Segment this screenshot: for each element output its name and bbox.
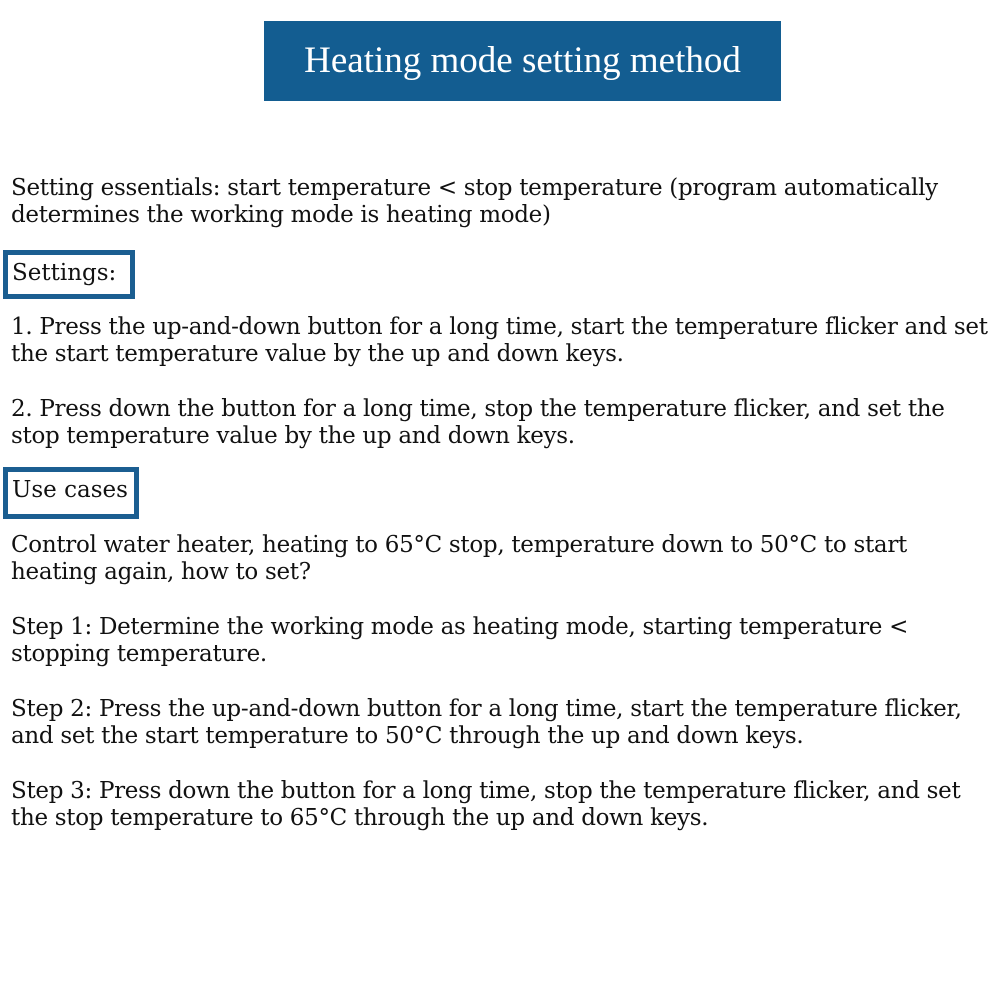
use-cases-heading: Use cases bbox=[3, 467, 139, 519]
page-title: Heating mode setting method bbox=[264, 21, 781, 101]
settings-step-1: 1. Press the up-and-down button for a long time, start the temperature flicker and set the start temperature value by the up and down keys. bbox=[11, 314, 988, 367]
settings-heading: Settings: bbox=[3, 250, 135, 299]
use-case-question: Control water heater, heating to 65°C stop, temperature down to 50°C to start heating again, how to set? bbox=[11, 532, 907, 585]
use-case-step-3: Step 3: Press down the button for a long time, stop the temperature flicker, and set the stop temperature to 65°C through the up and down keys. bbox=[11, 778, 961, 831]
use-case-step-2: Step 2: Press the up-and-down button for a long time, start the temperature flicker, and set the start temperature to 50°C through the up and down keys. bbox=[11, 696, 962, 749]
settings-step-2: 2. Press down the button for a long time, stop the temperature flicker, and set the stop temperature value by the up and down keys. bbox=[11, 396, 945, 449]
setting-essentials: Setting essentials: start temperature < stop temperature (program automatically determines the working mode is heating mode) bbox=[11, 175, 938, 228]
use-case-step-1: Step 1: Determine the working mode as heating mode, starting temperature < stopping temperature. bbox=[11, 614, 909, 667]
